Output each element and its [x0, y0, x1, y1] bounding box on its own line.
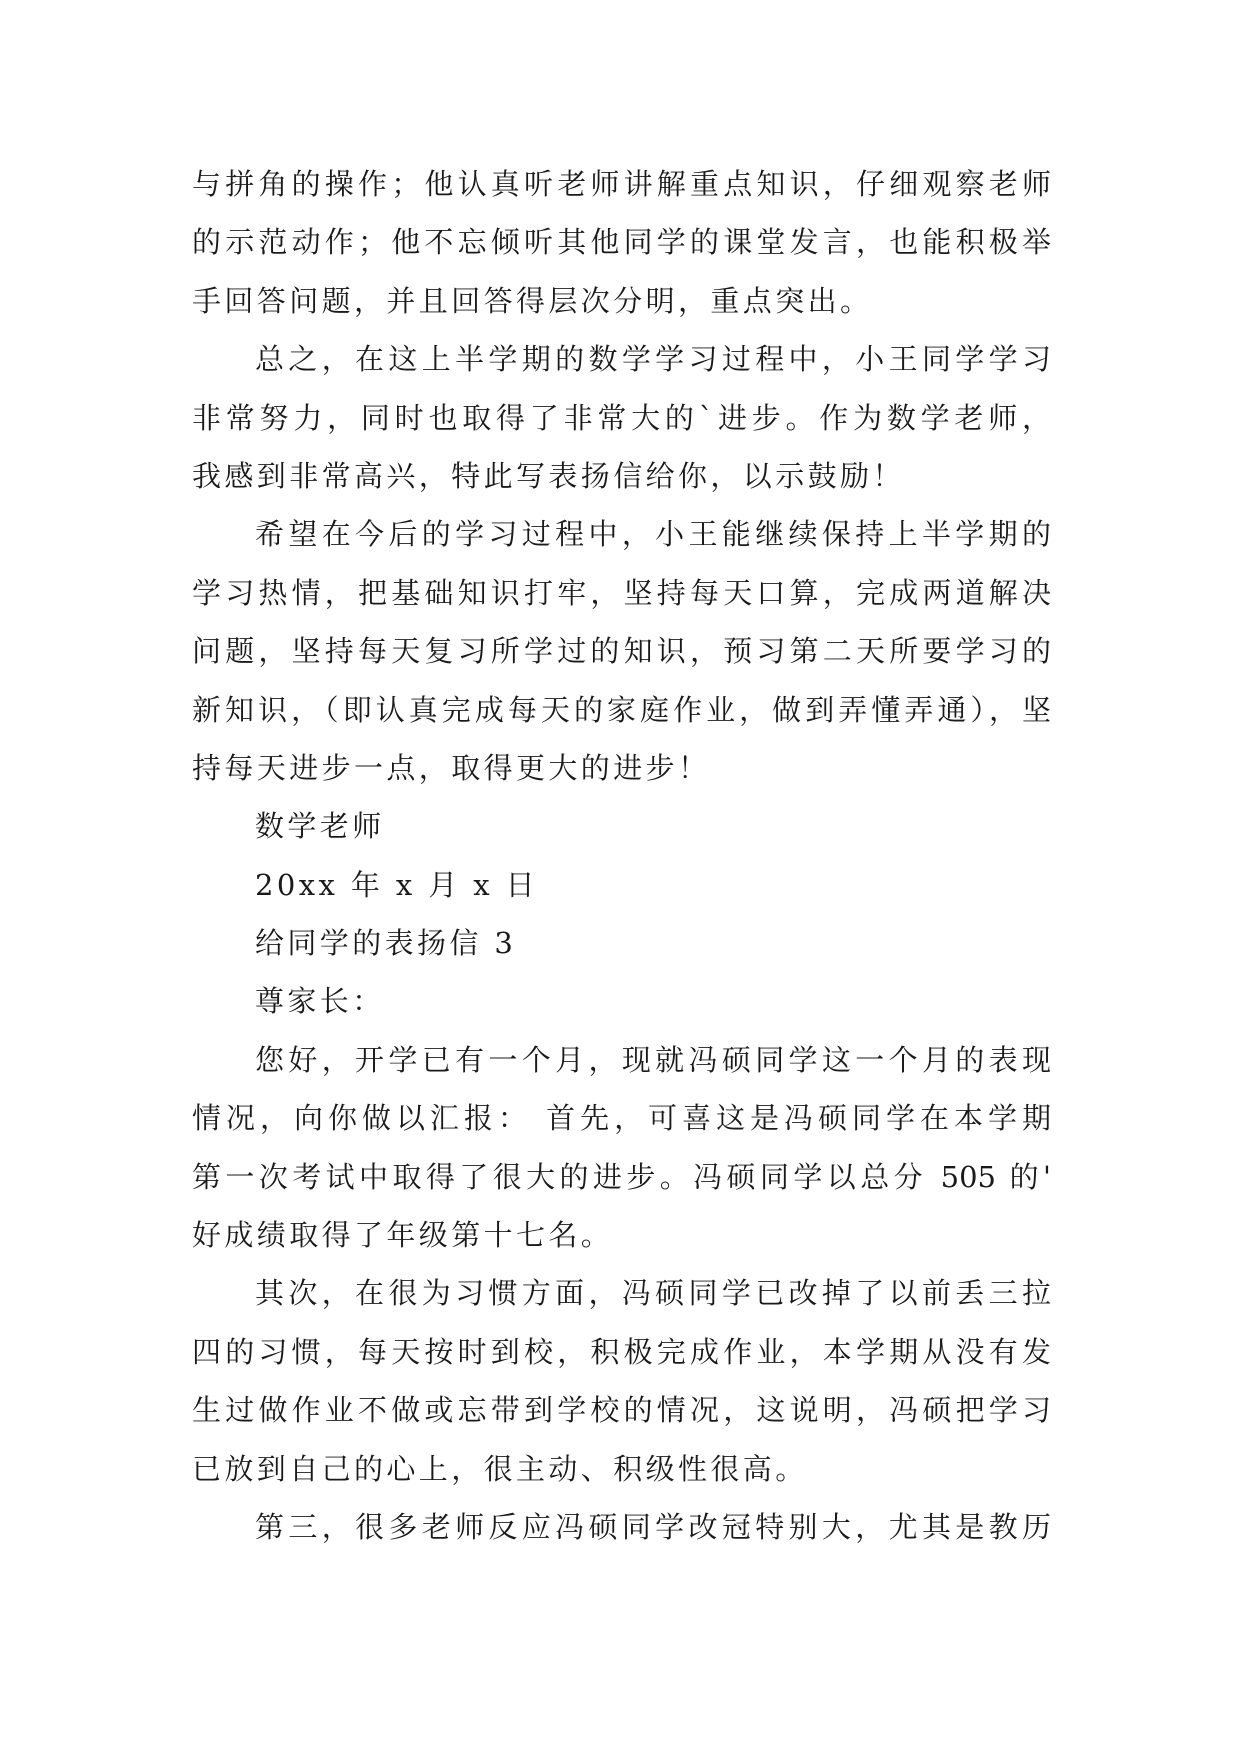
- text-line: 生过做作业不做或忘带到学校的情况，这说明，冯硕把学习: [192, 1393, 1051, 1428]
- text-line: 好成绩取得了年级第十七名。: [192, 1218, 614, 1253]
- text-line: 情况，向你做以汇报： 首先，可喜这是冯硕同学在本学期: [192, 1101, 1051, 1136]
- text-line: 学习热情，把基础知识打牢，坚持每天口算，完成两道解决: [192, 575, 1051, 610]
- text-line: 其次，在很为习惯方面，冯硕同学已改掉了以前丢三拉: [255, 1276, 1051, 1311]
- signature-line: 数学老师: [255, 809, 385, 844]
- document-body: [192, 155, 1051, 1556]
- text-line: 第一次考试中取得了很大的进步。冯硕同学以总分 505 的': [192, 1159, 1051, 1194]
- text-line: 您好，开学已有一个月，现就冯硕同学这一个月的表现: [255, 1042, 1051, 1077]
- text-line: 与拼角的操作；他认真听老师讲解重点知识，仔细观察老师: [192, 167, 1051, 201]
- text-line: 的示范动作；他不忘倾听其他同学的课堂发言，也能积极举: [192, 225, 1051, 260]
- text-line: 手回答问题，并且回答得层次分明，重点突出。: [192, 283, 873, 318]
- date-line: 20xx 年 x 月 x 日: [255, 867, 539, 902]
- section-title: 给同学的表扬信 3: [255, 926, 517, 961]
- text-line: 已放到自己的心上，很主动、积级性很高。: [192, 1451, 808, 1486]
- text-line: 非常努力，同时也取得了非常大的`进步。作为数学老师，: [192, 400, 1051, 435]
- text-line: 四的习惯，每天按时到校，积极完成作业，本学期从没有发: [192, 1334, 1051, 1369]
- text-line: 问题，坚持每天复习所学过的知识，预习第二天所要学习的: [192, 634, 1051, 669]
- salutation-line: 尊家长：: [255, 984, 385, 1019]
- text-line: 我感到非常高兴，特此写表扬信给你，以示鼓励！: [192, 458, 905, 493]
- text-line: 总之，在这上半学期的数学学习过程中，小王同学学习: [255, 342, 1051, 377]
- text-line: 持每天进步一点，取得更大的进步！: [192, 750, 711, 785]
- text-line: 希望在今后的学习过程中，小王能继续保持上半学期的: [255, 517, 1051, 552]
- text-line: 第三，很多老师反应冯硕同学改冠特别大，尤其是教历: [255, 1509, 1051, 1544]
- text-line: 新知识，（即认真完成每天的家庭作业，做到弄懂弄通），坚: [192, 692, 1051, 727]
